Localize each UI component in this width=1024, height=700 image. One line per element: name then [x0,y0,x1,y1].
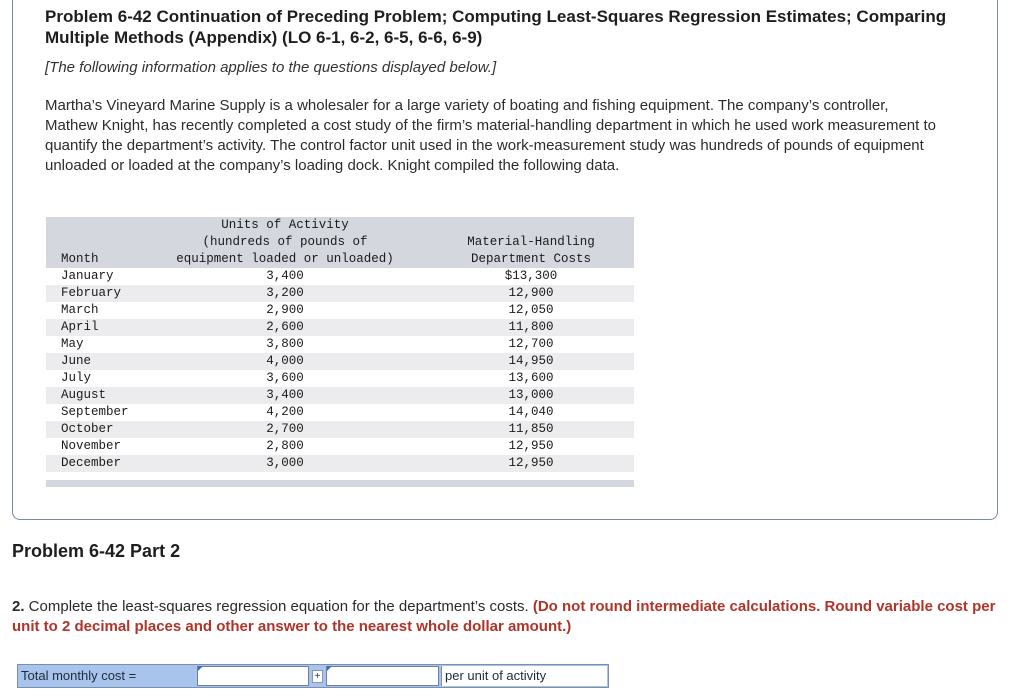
table-row [46,353,634,370]
header-cost-line1: Material-Handling [467,235,595,249]
header-cost [451,234,611,268]
cell-cost: 14,040 [508,405,554,419]
cell-units: 3,200 [266,286,304,300]
data-table [46,217,634,487]
cell-units: 2,800 [266,439,304,453]
cell-month: December [61,456,122,470]
question-text: Complete the least-squares regression equation for the department’s costs. [24,598,533,615]
info-note: [The following information applies to the questions displayed below.] [45,59,497,76]
cell-units: 3,400 [266,269,304,283]
table-body [46,268,634,472]
answer-row [17,664,609,688]
cell-cost: 12,900 [508,286,554,300]
cell-cost: 12,950 [508,439,554,453]
question-number: 2. [12,598,25,615]
cell-cost: 13,000 [508,388,554,402]
table-row [46,336,634,353]
table-row [46,438,634,455]
cell-cost: 14,950 [508,354,554,368]
cell-month: July [61,371,92,385]
part-title: Problem 6-42 Part 2 [12,541,181,561]
header-cost-line2: Department Costs [470,252,592,266]
table-row [46,404,634,421]
header-month: Month [61,252,99,266]
cell-cost: 11,850 [508,422,554,436]
cell-month: September [61,405,129,419]
cell-month: November [61,439,122,453]
cell-cost: 12,950 [508,456,554,470]
table-row [46,387,634,404]
cell-units: 3,000 [266,456,304,470]
cell-cost: 13,600 [508,371,554,385]
cell-units: 2,600 [266,320,304,334]
cell-cost: 12,700 [508,337,554,351]
input-flag-icon [198,666,203,671]
cell-month: August [61,388,107,402]
cell-cost: 12,050 [508,303,554,317]
cell-units: 4,200 [266,405,304,419]
question-instruction: (Do not round intermediate calculations. Round variable cost per unit to 2 decimal places and other answer to the nearest whole dollar amount.) [12,598,996,635]
cell-cost: 11,800 [508,320,554,334]
cell-units: 3,600 [266,371,304,385]
answer-suffix: per unit of activity [441,666,607,686]
table-row [46,370,634,387]
cell-month: March [61,303,99,317]
question [12,597,1002,637]
header-units [164,217,406,268]
answer-label: Total monthly cost = [21,668,137,683]
table-row [46,455,634,472]
header-units-line1: Units of Activity [221,218,349,232]
cell-month: May [61,337,84,351]
table-footer-bar [46,480,634,487]
cell-month: February [61,286,122,300]
problem-intro: Martha’s Vineyard Marine Supply is a wholesaler for a large variety of boating and fishing equipment. The company’s controller, Mathew Knight, has recently completed a cost study of the firm’s material-handling department in which he used work measurement to quantify the department’s activity. The control factor unit used in the work-measurement study was hundreds of pounds of equipment unloaded or loaded at the company’s loading dock. Knight compiled the following data. [45,97,936,174]
cell-units: 3,400 [266,388,304,402]
table-row [46,285,634,302]
table-row [46,319,634,336]
cell-month: January [61,269,114,283]
fixed-cost-input[interactable] [197,666,309,686]
cell-month: April [61,320,99,334]
table-header [46,217,634,268]
cell-month: October [61,422,114,436]
cell-cost: $13,300 [504,269,558,283]
input-flag-icon [327,666,332,671]
variable-cost-input[interactable] [326,666,439,686]
cell-month: June [61,354,92,368]
table-row [46,421,634,438]
table-row [46,268,634,285]
header-units-line3: equipment loaded or unloaded) [176,252,394,266]
cell-units: 3,800 [266,337,304,351]
header-units-line2: (hundreds of pounds of [202,235,368,249]
table-row [46,302,634,319]
cell-units: 2,900 [266,303,304,317]
plus-sign: + [312,670,323,683]
problem-title: Problem 6-42 Continuation of Preceding Problem; Computing Least-Squares Regression Estimates; Comparing Multiple Methods (Appendix) (LO 6-1, 6-2, 6-5, 6-6, 6-9) [45,7,947,47]
cell-units: 2,700 [266,422,304,436]
cell-units: 4,000 [266,354,304,368]
